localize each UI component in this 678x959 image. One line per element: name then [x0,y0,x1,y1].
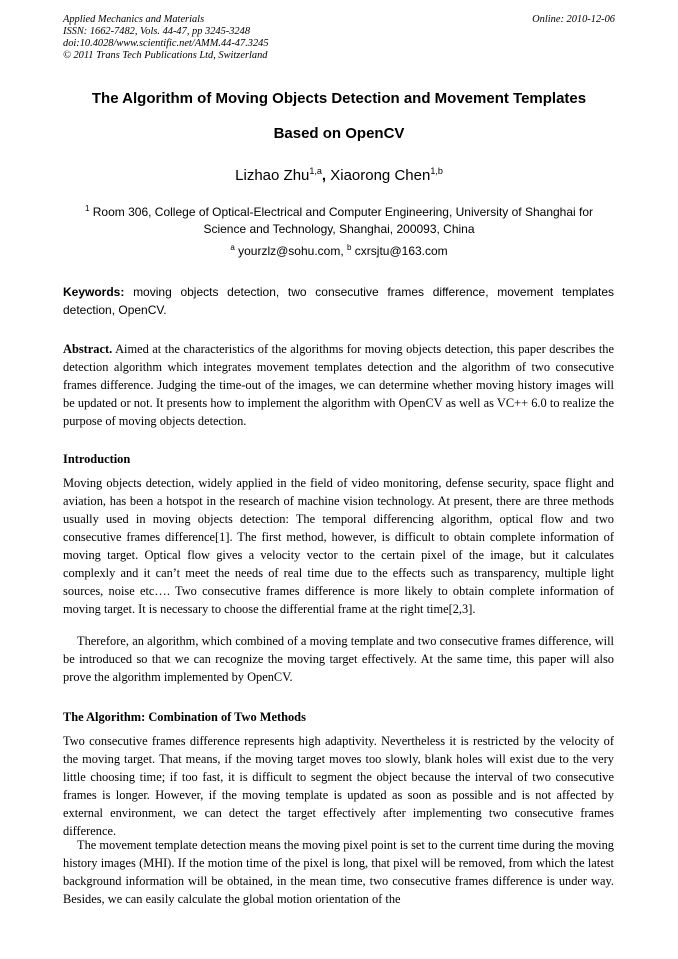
abstract-text: Aimed at the characteristics of the algorithms for moving objects detection, this paper describes the detection algorithm which integrates movement templates detection and the algorithm of two consecutive frames difference. Judging the time-out of the images, we can determine whether moving history images will be updated or not. It presents how to implement the algorithm with OpenCV as well as VC++ 6.0 to realize the purpose of moving objects detection. [63,342,614,428]
email-a[interactable]: yourzlz@sohu.com [238,244,341,258]
introduction-paragraph-2: Therefore, an algorithm, which combined of a moving template and two consecutive frames difference, will be introduced so that we can recognize the moving target effectively. At the same time, this paper will also prove the algorithm implemented by OpenCV. [63,634,614,684]
algorithm-paragraph-1: Two consecutive frames difference represents high adaptivity. Nevertheless it is restricted by the velocity of the moving target. That means, if the moving target moves too slowly, blank holes will exist due to the very little choosing time; if too fast, it is difficult to segment the object because the interval of two consecutive frames is longer. However, if the moving template is updated as soon as possible and is not affected by external environment, we can detect the target effectively after implementing two consecutive frames difference. [63,734,614,838]
author-1-name: Lizhao Zhu [235,167,310,184]
journal-header [63,14,269,62]
introduction-heading: Introduction [63,452,131,466]
introduction-paragraph-1: Moving objects detection, widely applied in the field of video monitoring, defense security, space flight and aviation, has been a hotspot in the research of machine vision technology. At present, there are three methods usually used in moving objects detection: The temporal differencing algorithm, optical flow and two consecutive frames difference[1]. The first method, however, is difficult to obtain complete information of moving target. Optical flow gives a velocity vector to the certain pixel of the image, but it calculates complexly and it can’t meet the needs of real time due to the effects such as transparency, multiple light sources, noise etc…. Two consecutive frames difference is more likely to obtain complete information of moving target. It is necessary to choose the differential frame at the right time[2,3]. [63,476,614,616]
copyright-line: © 2011 Trans Tech Publications Ltd, Switzerland [63,50,268,61]
doi-line[interactable]: doi:10.4028/www.scientific.net/AMM.44-47.3245 [63,38,269,49]
algorithm-paragraph-2: The movement template detection means the moving pixel point is set to the current time during the moving history images (MHI). If the motion time of the pixel is long, that pixel will be removed, from which the latest background information will be obtained, in the mean time, two consecutive frames difference is under way. Besides, we can easily calculate the global motion orientation of the [63,838,614,906]
author-2-sup: 1,b [430,166,443,176]
author-emails [40,244,638,258]
affiliation [70,204,608,238]
keywords-text: moving objects detection, two consecutive frames difference, movement templates detection, OpenCV. [63,285,614,317]
keywords-label: Keywords: [63,285,125,299]
author-2-name: Xiaorong Chen [330,167,431,184]
email-a-sup: a [230,243,235,252]
keywords [63,283,614,319]
paper-title-line-2: Based on OpenCV [273,125,405,142]
paper-title-line-1: The Algorithm of Moving Objects Detection and Movement Templates [91,90,587,107]
abstract-label: Abstract. [63,342,113,356]
affiliation-sup: 1 [84,204,90,213]
email-b[interactable]: cxrsjtu@163.com [354,244,448,258]
algorithm-heading: The Algorithm: Combination of Two Methods [63,710,306,724]
author-separator: , [321,167,331,184]
email-b-sup: b [347,243,352,252]
issn-line: ISSN: 1662-7482, Vols. 44-47, pp 3245-3248 [63,26,251,37]
journal-name: Applied Mechanics and Materials [63,14,205,25]
affiliation-text: Room 306, College of Optical-Electrical and Computer Engineering, University of Shanghai for Science and Technology, Shanghai, 200093, China [92,205,594,236]
email-separator: , [340,244,347,258]
author-list [40,167,638,184]
author-1-sup: 1,a [309,166,322,176]
abstract [63,340,614,430]
online-date: Online: 2010-12-06 [532,14,615,25]
